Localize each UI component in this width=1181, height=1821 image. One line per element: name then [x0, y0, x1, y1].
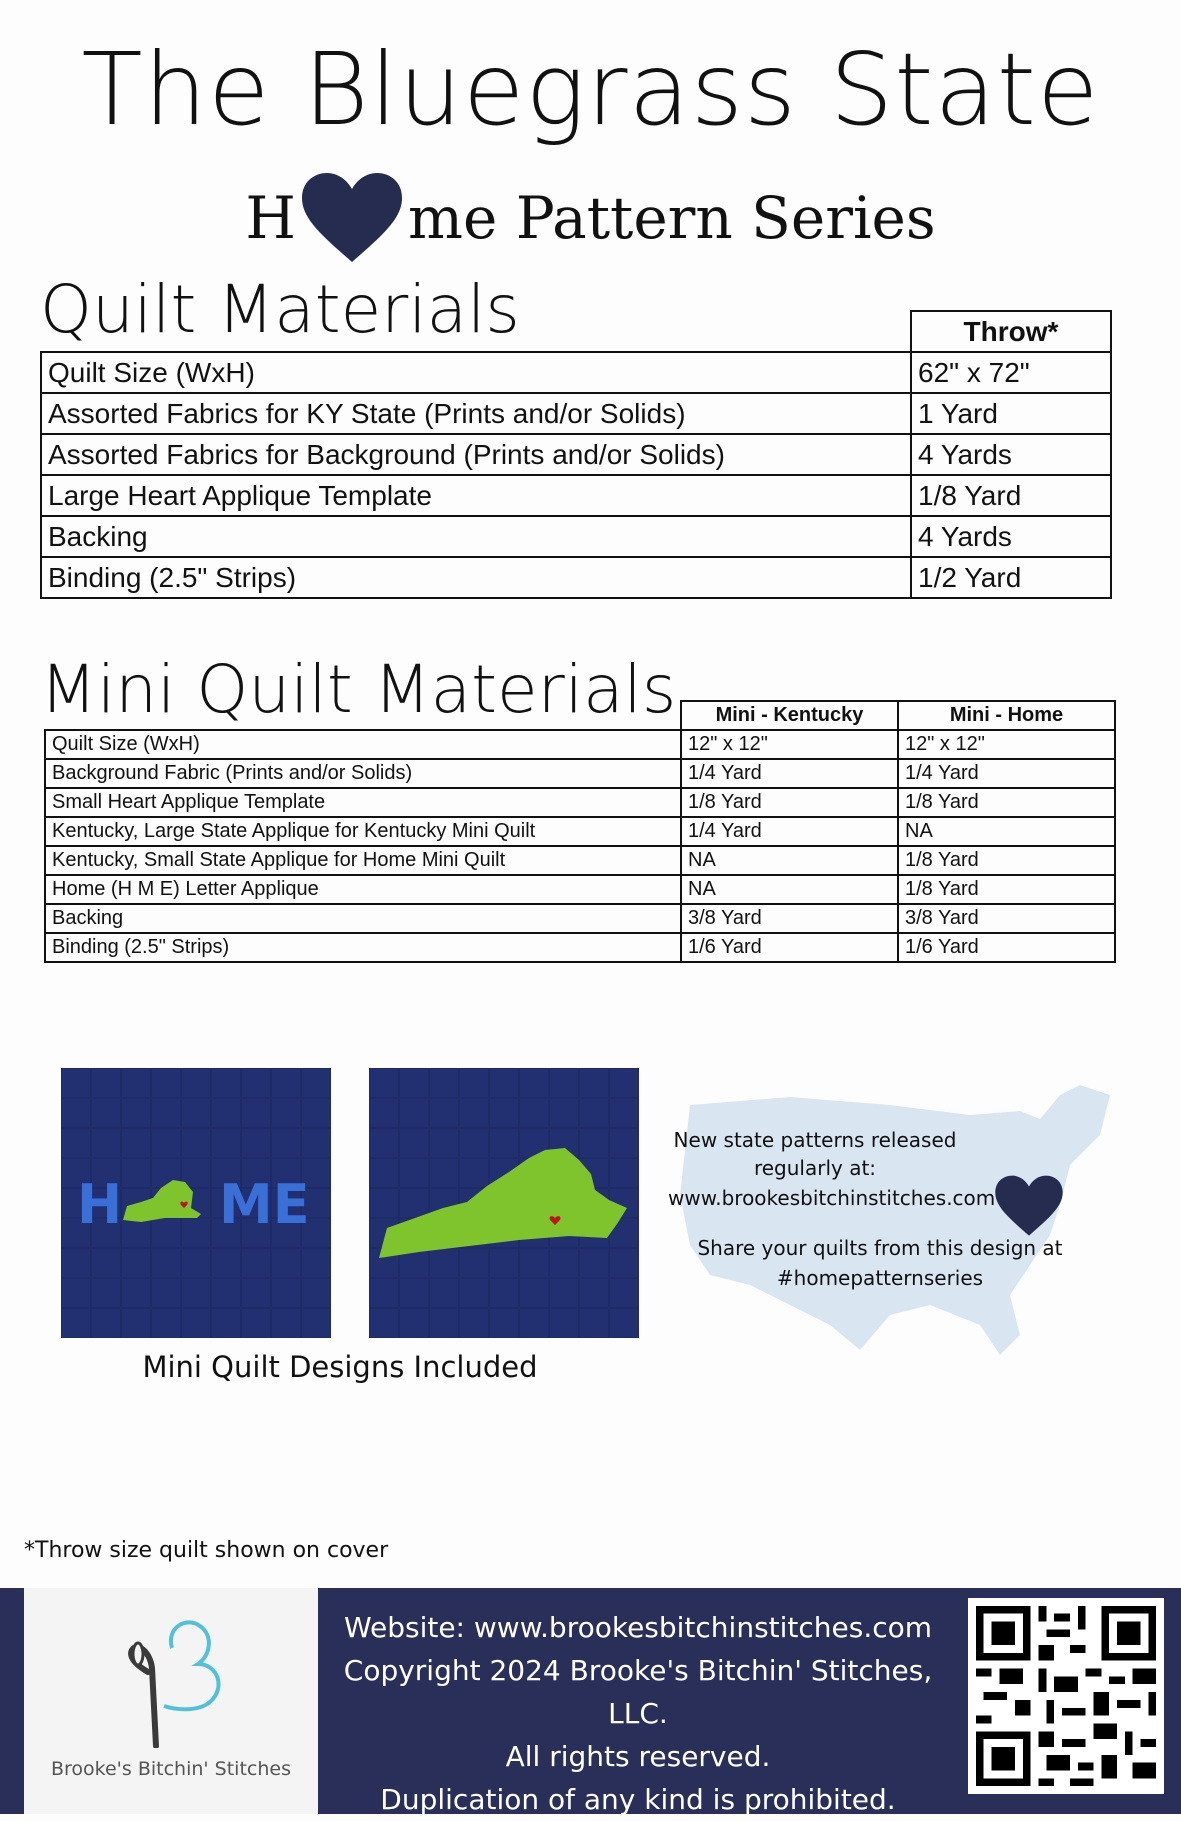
footer-duplication: Duplication of any kind is prohibited.: [380, 1783, 896, 1816]
table-row: [45, 788, 1115, 817]
heart-icon: [992, 1175, 1066, 1237]
ky-amount: 1/6 Yard: [681, 933, 898, 962]
throw-amount: 62" x 72": [911, 352, 1111, 393]
home-mini-quilt-art: [61, 1068, 331, 1338]
heart-icon: [300, 172, 404, 264]
footer-info: [318, 1606, 958, 1821]
table-row: [45, 817, 1115, 846]
material-item: Quilt Size (WxH): [45, 730, 681, 759]
table-row: [45, 875, 1115, 904]
material-item: Large Heart Applique Template: [41, 475, 911, 516]
needle-heart-logo-icon: [114, 1608, 234, 1748]
quilt-materials-heading: Quilt Materials: [40, 271, 520, 348]
material-item: Background Fabric (Prints and/or Solids): [45, 759, 681, 788]
subtitle-suffix: me Pattern Series: [407, 184, 936, 252]
table-row: [41, 516, 1111, 557]
qr-code-icon: [968, 1598, 1164, 1794]
column-header-throw: Throw*: [911, 311, 1111, 352]
home-amount: 1/4 Yard: [898, 759, 1115, 788]
footer: [0, 1588, 1181, 1814]
footer-rights: All rights reserved.: [505, 1740, 771, 1773]
table-row: [45, 933, 1115, 962]
table-header-row: [41, 311, 1111, 352]
home-amount: 1/6 Yard: [898, 933, 1115, 962]
throw-amount: 1/2 Yard: [911, 557, 1111, 598]
home-amount: 1/8 Yard: [898, 875, 1115, 904]
table-row: [41, 557, 1111, 598]
throw-footnote: *Throw size quilt shown on cover: [24, 1538, 389, 1563]
throw-amount: 1 Yard: [911, 393, 1111, 434]
qr-code[interactable]: [968, 1598, 1164, 1794]
subtitle-prefix: H: [245, 184, 296, 252]
ky-amount: 1/4 Yard: [681, 817, 898, 846]
throw-amount: 1/8 Yard: [911, 475, 1111, 516]
header-blank: [45, 701, 681, 730]
mini-quilt-materials-heading: Mini Quilt Materials: [40, 651, 677, 728]
ky-amount: NA: [681, 875, 898, 904]
mini-designs-caption: Mini Quilt Designs Included: [142, 1350, 538, 1384]
footer-copyright: Copyright 2024 Brooke's Bitchin' Stitches, LLC.: [343, 1654, 933, 1730]
ky-amount: 1/4 Yard: [681, 759, 898, 788]
page-title: The Bluegrass State: [81, 31, 1100, 148]
promo-line-1: New state patterns released: [673, 1128, 957, 1152]
table-row: [45, 904, 1115, 933]
table-row: [41, 393, 1111, 434]
ky-amount: 3/8 Yard: [681, 904, 898, 933]
throw-amount: 4 Yards: [911, 516, 1111, 557]
brand-name: Brooke's Bitchin' Stitches: [50, 1758, 291, 1780]
mini-quilt-materials-table: [44, 700, 1116, 963]
column-header-mini-kentucky: Mini - Kentucky: [681, 701, 898, 730]
material-item: Kentucky, Small State Applique for Home Mini Quilt: [45, 846, 681, 875]
material-item: Binding (2.5" Strips): [45, 933, 681, 962]
table-row: [41, 434, 1111, 475]
home-amount: NA: [898, 817, 1115, 846]
kentucky-mini-quilt-image: [369, 1068, 639, 1338]
material-item: Home (H M E) Letter Applique: [45, 875, 681, 904]
table-header-row: [45, 701, 1115, 730]
promo-hashtag: #homepatternseries: [776, 1266, 984, 1290]
material-item: Kentucky, Large State Applique for Kentucky Mini Quilt: [45, 817, 681, 846]
promo-line-4: Share your quilts from this design at: [697, 1236, 1063, 1260]
footer-website: Website: www.brookesbitchinstitches.com: [343, 1611, 933, 1644]
ky-amount: 1/8 Yard: [681, 788, 898, 817]
material-item: Small Heart Applique Template: [45, 788, 681, 817]
brand-logo: [24, 1588, 318, 1814]
promo-website: www.brookesbitchinstitches.com: [668, 1186, 996, 1210]
home-mini-quilt-image: [61, 1068, 331, 1338]
us-map-graphic: [670, 1075, 1120, 1365]
home-amount: 1/8 Yard: [898, 846, 1115, 875]
material-item: Quilt Size (WxH): [41, 352, 911, 393]
table-row: [45, 759, 1115, 788]
promo-line-2: regularly at:: [753, 1156, 877, 1180]
material-item: Assorted Fabrics for Background (Prints and/or Solids): [41, 434, 911, 475]
material-item: Binding (2.5" Strips): [41, 557, 911, 598]
throw-amount: 4 Yards: [911, 434, 1111, 475]
ky-amount: 12" x 12": [681, 730, 898, 759]
home-amount: 12" x 12": [898, 730, 1115, 759]
material-item: Backing: [45, 904, 681, 933]
table-row: [41, 475, 1111, 516]
material-item: Assorted Fabrics for KY State (Prints and/or Solids): [41, 393, 911, 434]
home-letter-h: H: [77, 1173, 123, 1236]
ky-amount: NA: [681, 846, 898, 875]
column-header-mini-home: Mini - Home: [898, 701, 1115, 730]
kentucky-mini-quilt-art: [369, 1068, 639, 1338]
header-blank: [41, 311, 911, 352]
table-row: [45, 730, 1115, 759]
quilt-materials-table: [40, 310, 1112, 599]
home-amount: 3/8 Yard: [898, 904, 1115, 933]
material-item: Backing: [41, 516, 911, 557]
table-row: [45, 846, 1115, 875]
subtitle: [0, 172, 1181, 264]
home-letters-me: ME: [219, 1173, 310, 1236]
home-amount: 1/8 Yard: [898, 788, 1115, 817]
table-row: [41, 352, 1111, 393]
